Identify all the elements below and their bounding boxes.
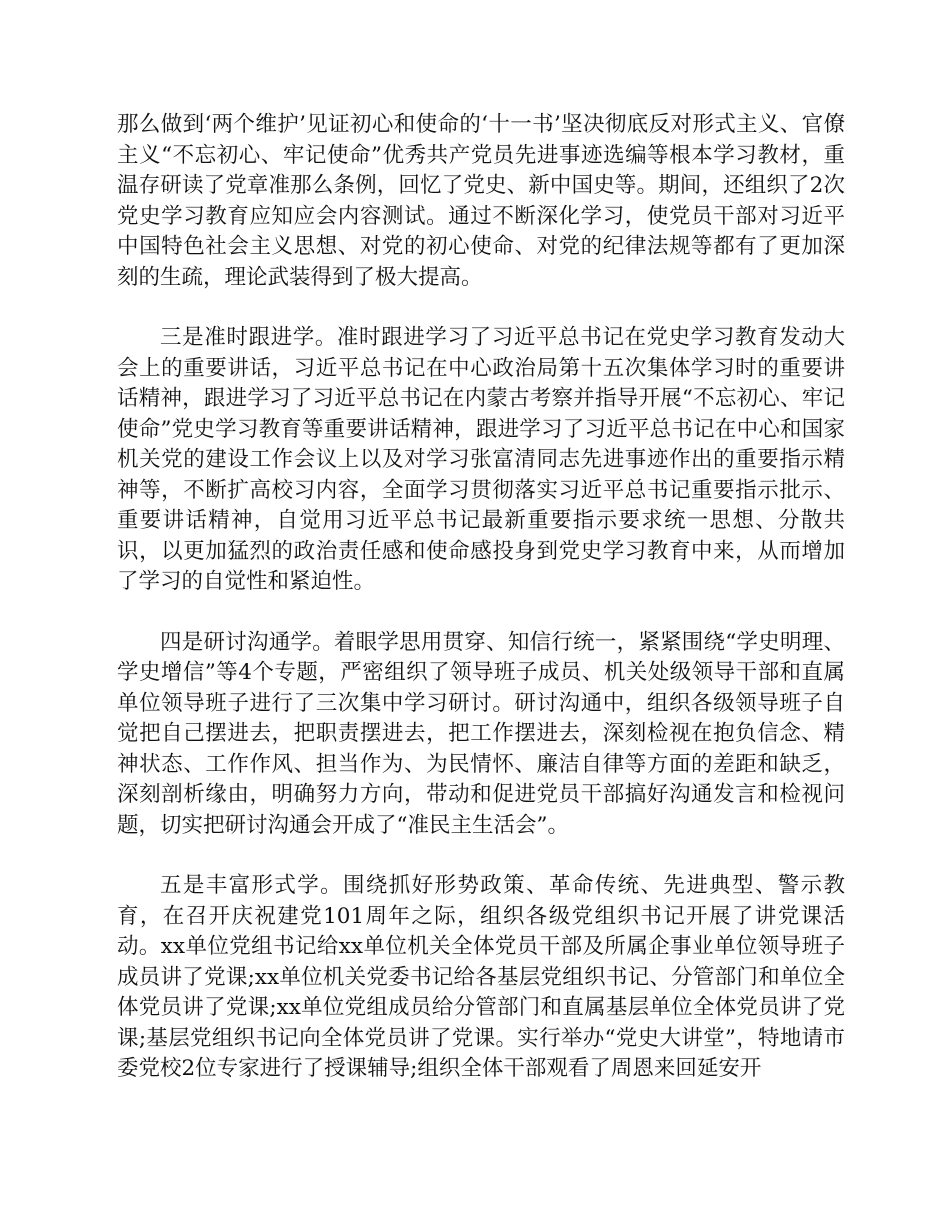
paragraph-timely-follow-up: 三是准时跟进学。准时跟进学习了习近平总书记在党史学习教育发动大会上的重要讲话，习近平总书记在中心政治局第十五次集体学习时的重要讲话精神，跟进学习了习近平总书记在内蒙古考察并指导开展“不忘初心、牢记使命”党史学习教育等重要讲话精神，跟进学习了习近平总书记在中心和国家机关党的建设工作会议上以及对学习张富清同志先进事迹作出的重要指示精神等，不断扩高校习内容，全面学习贯彻落实习近平总书记重要指示批示、重要讲话精神，自觉用习近平总书记最新重要指示要求统一思想、分散共识，以更加猛烈的政治责任感和使命感投身到党史学习教育中来，从而增加了学习的自觉性和紧迫性。 <box>117 325 845 594</box>
paragraph-discussion-exchange: 四是研讨沟通学。着眼学思用贯穿、知信行统一，紧紧围绕“学史明理、学史增信”等4个专题，严密组织了领导班子成员、机关处级领导干部和直属单位领导班子进行了三次集中学习研讨。研讨沟通中，组织各级领导班子自觉把自己摆进去，把职责摆进去，把工作摆进去，深刻检视在抱负信念、精神状态、工作作风、担当作为、为民情怀、廉洁自律等方面的差距和缺乏，深刻剖析缘由，明确努力方向，带动和促进党员干部搞好沟通发言和检视问题，切实把研讨沟通会开成了“准民主生活会”。 <box>117 629 845 838</box>
paragraph-rich-forms: 五是丰富形式学。围绕抓好形势政策、革命传统、先进典型、警示教育，在召开庆祝建党101周年之际，组织各级党组织书记开展了讲党课活动。xx单位党组书记给xx单位机关全体党员干部及所属企事业单位领导班子成员讲了党课;xx单位机关党委书记给各基层党组织书记、分管部门和单位全体党员讲了党课;xx单位党组成员给分管部门和直属基层单位全体党员讲了党课;基层党组织书记向全体党员讲了党课。实行举办“党史大讲堂”，特地请市委党校2位专家进行了授课辅导;组织全体干部观看了周恩来回延安开 <box>117 873 845 1081</box>
document-body <box>117 110 845 1085</box>
paragraph-study-materials: 那么做到‘两个维护’见证初心和使命的‘十一书’坚决彻底反对形式主义、官僚主义“不忘初心、牢记使命”优秀共产党员先进事迹选编等根本学习教材，重温存研读了党章准那么条例，回忆了党史、新中国史等。期间，还组织了2次党史学习教育应知应会内容测试。通过不断深化学习，使党员干部对习近平中国特色社会主义思想、对党的初心使命、对党的纪律法规等都有了更加深刻的生疏，理论武装得到了极大提高。 <box>117 112 845 290</box>
